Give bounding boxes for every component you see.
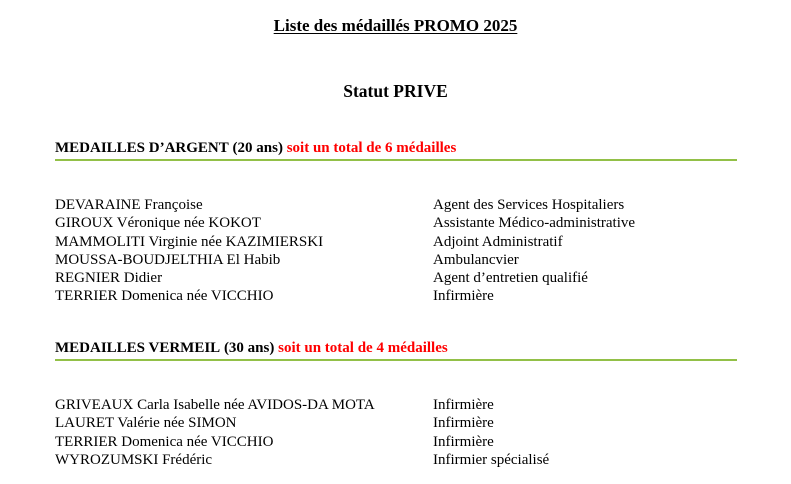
person-role: Ambulancvier [433, 251, 519, 268]
list-item [55, 433, 737, 451]
list-item [55, 214, 737, 232]
person-name: WYROZUMSKI Frédéric [55, 451, 213, 468]
person-role: Infirmière [433, 415, 494, 432]
person-role: Infirmière [433, 397, 494, 413]
list-item [55, 251, 737, 269]
person-name: TERRIER Domenica née VICCHIO [55, 433, 274, 450]
list-item [55, 451, 737, 469]
list-item [55, 287, 737, 305]
section-argent [55, 139, 737, 306]
section-header-vermeil [55, 339, 737, 361]
section-label: MEDAILLES D’ARGENT [55, 140, 229, 156]
section-header-argent [55, 139, 737, 161]
person-role: Assistante Médico-administrative [433, 215, 636, 232]
person-name: DEVARAINE Françoise [55, 197, 203, 213]
person-name: TERRIER Domenica née VICCHIO [55, 288, 274, 305]
person-role: Agent d’entretien qualifié [433, 270, 588, 287]
status-title: Statut PRIVE [343, 81, 448, 101]
person-name: GIROUX Véronique née KOKOT [55, 215, 261, 232]
section-total: soit un total de 6 médailles [286, 140, 457, 156]
medal-list-vermeil [55, 396, 737, 469]
section-total: soit un total de 4 médailles [278, 340, 448, 356]
person-role: Adjoint Administratif [433, 233, 563, 250]
section-years: (20 ans) [232, 140, 283, 156]
document-title: Liste des médaillés PROMO 2025 [273, 16, 518, 35]
list-item [55, 196, 737, 214]
person-role: Infirmier spécialisé [433, 451, 550, 468]
section-vermeil [55, 339, 737, 469]
section-years: (30 ans) [223, 340, 275, 356]
list-item [55, 233, 737, 251]
person-role: Infirmière [433, 433, 494, 450]
list-item [55, 414, 737, 432]
person-name: LAURET Valérie née SIMON [55, 415, 237, 432]
medal-list-argent [55, 196, 737, 306]
person-role: Infirmière [433, 288, 494, 305]
section-label: MEDAILLES VERMEIL [55, 340, 221, 356]
person-name: MAMMOLITI Virginie née KAZIMIERSKI [55, 233, 324, 250]
list-item [55, 269, 737, 287]
person-name: GRIVEAUX Carla Isabelle née AVIDOS-DA MOTA [55, 397, 375, 413]
person-name: REGNIER Didier [55, 270, 163, 287]
person-role: Agent des Services Hospitaliers [433, 197, 625, 213]
person-name: MOUSSA-BOUDJELTHIA El Habib [55, 251, 281, 268]
list-item [55, 396, 737, 414]
